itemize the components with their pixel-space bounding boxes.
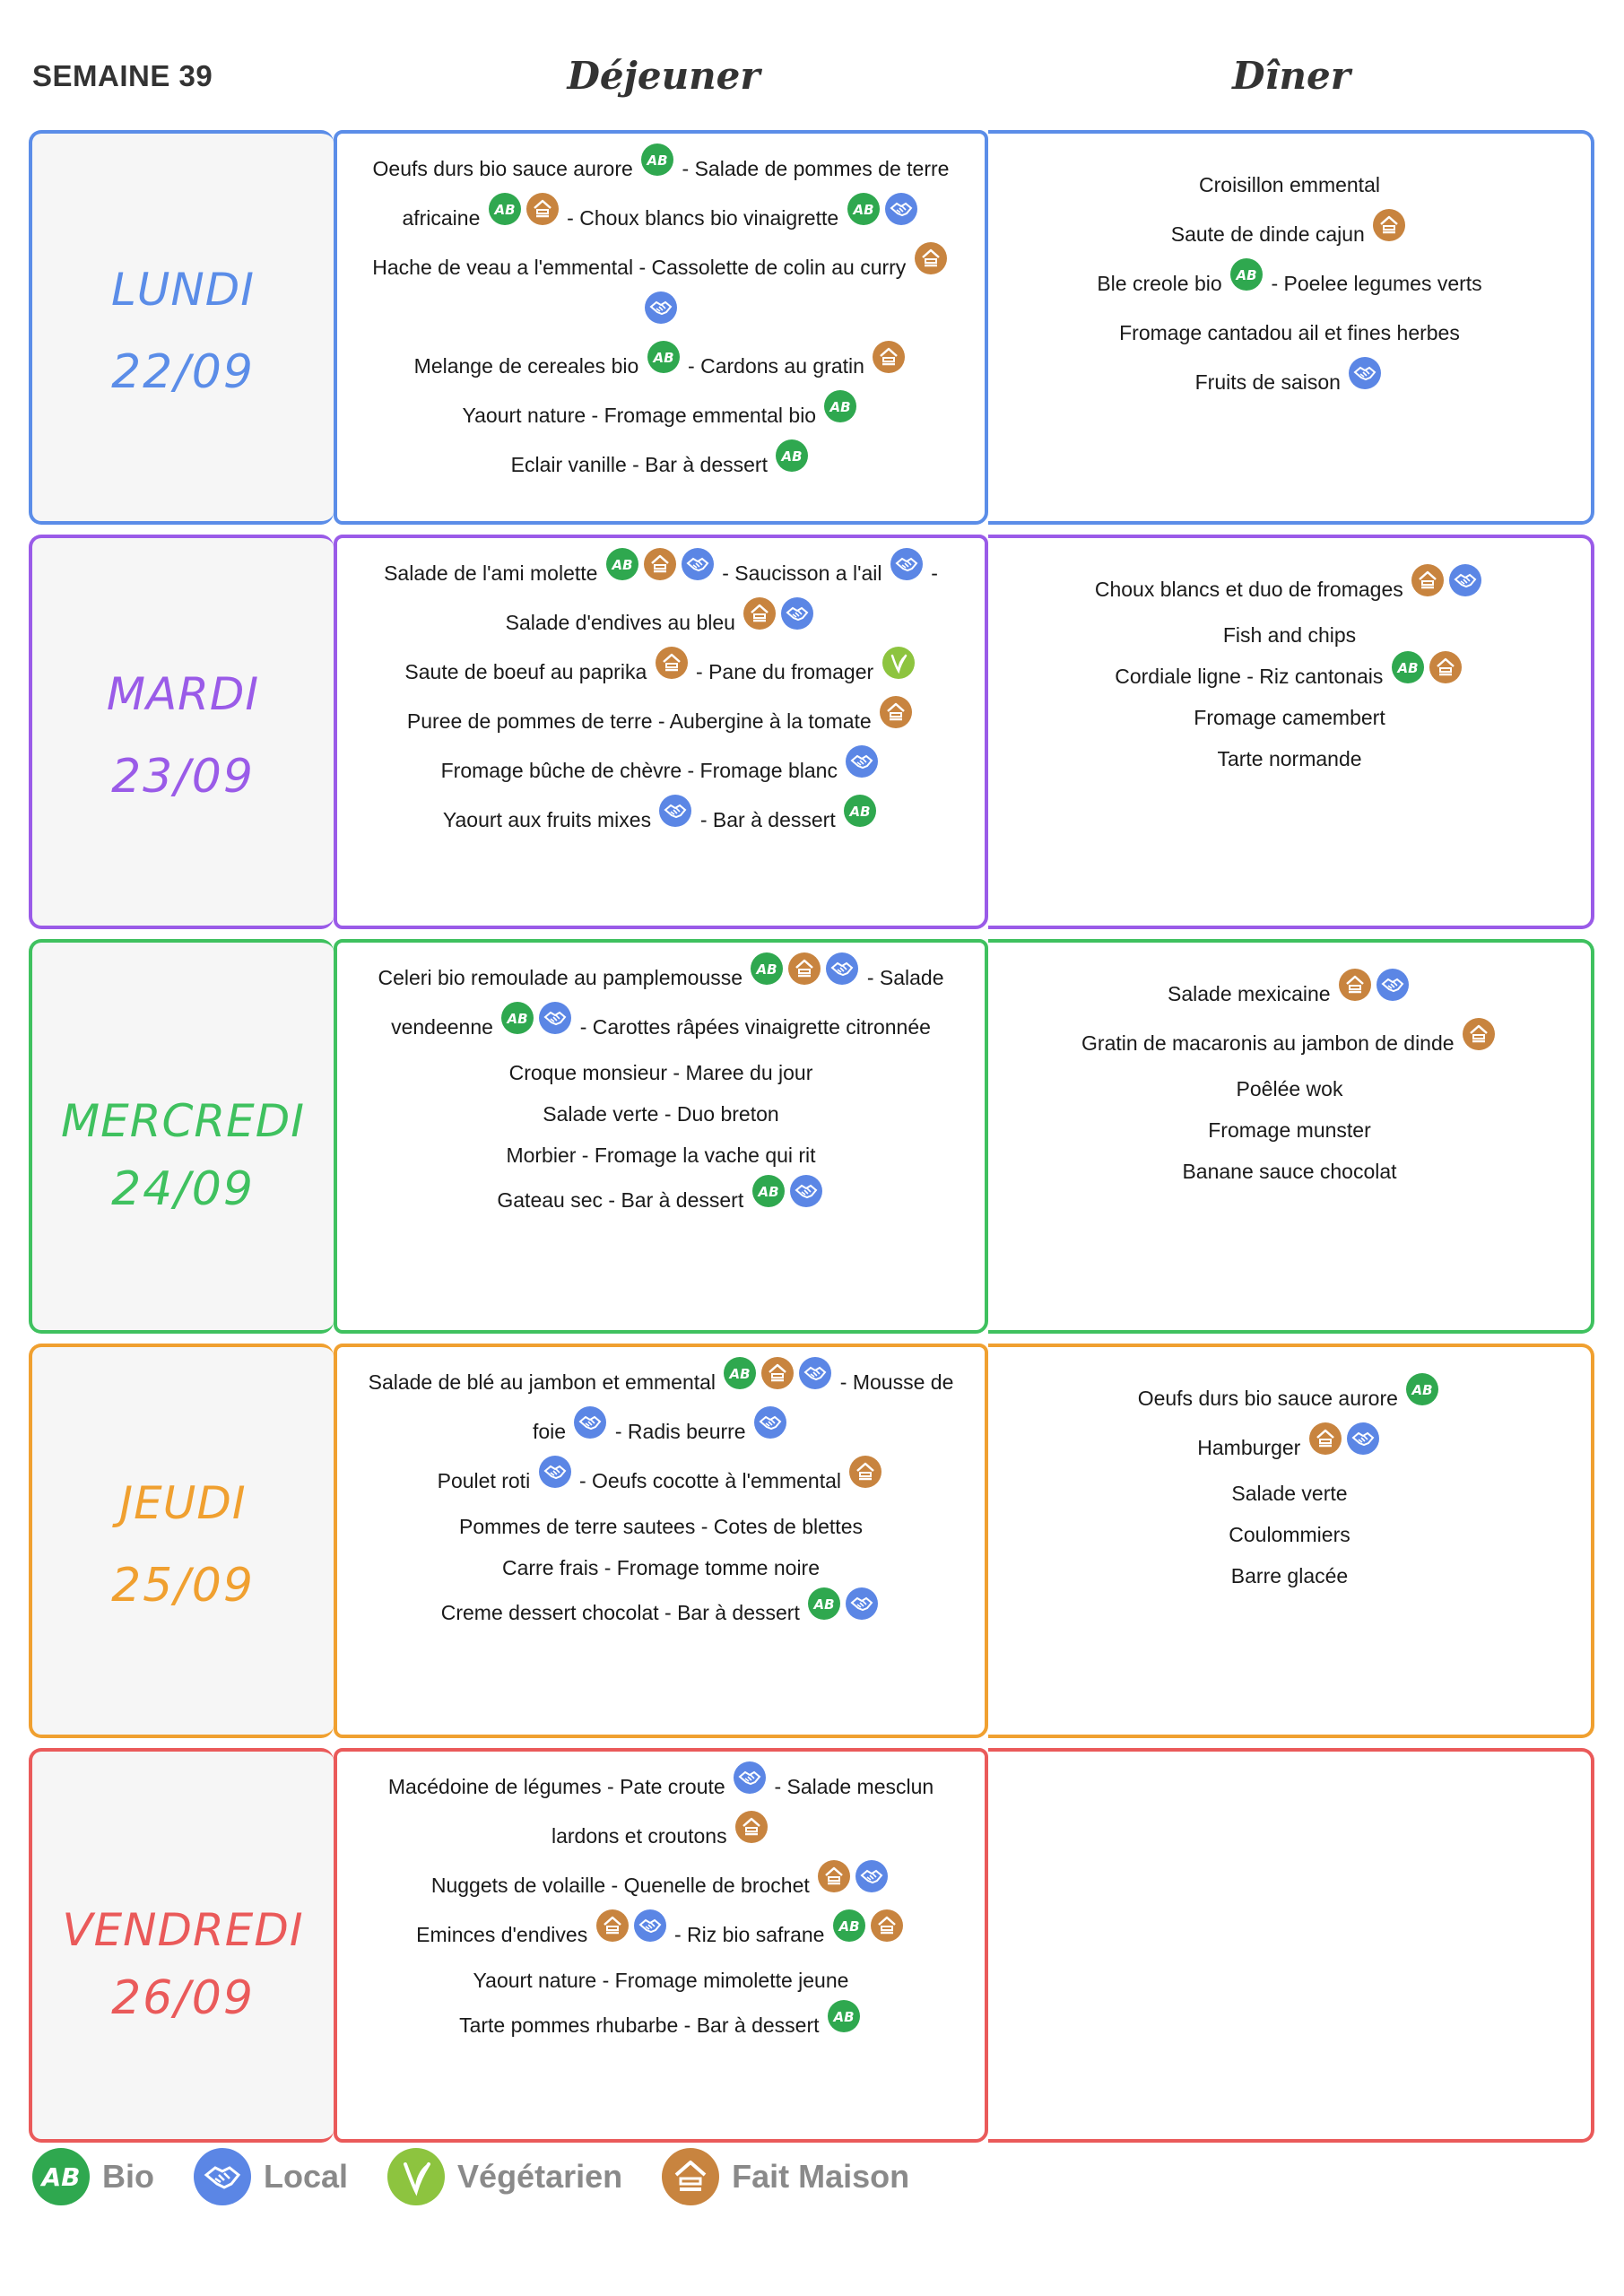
dish-text: Fromage cantadou ail et fines herbes [1119, 321, 1460, 344]
dinner-cell-vendredi [988, 1748, 1594, 2143]
menu-line [337, 1861, 985, 1910]
menu-line [988, 259, 1591, 309]
day-date: 23/09 [111, 750, 255, 804]
svg-text:AB: AB [507, 1010, 528, 1027]
menu-line [988, 1151, 1591, 1192]
bio-icon [1230, 258, 1263, 291]
house-icon [526, 193, 559, 225]
dish-text: Nuggets de volaille - Quenelle de brochet [430, 1874, 816, 1897]
legend [32, 2148, 949, 2205]
dish-text: Eclair vanille - Bar à dessert [510, 453, 774, 476]
day-name: MERCREDI [61, 1095, 305, 1147]
menu-line [337, 1588, 985, 1638]
bio-icon [833, 1909, 865, 1942]
dish-text: - Saucisson a l'ail [716, 561, 888, 585]
dish-text: Banane sauce chocolat [1182, 1160, 1397, 1183]
day-cell-mardi [29, 535, 334, 929]
svg-text:AB: AB [729, 1365, 751, 1382]
week-title: SEMAINE 39 [32, 59, 213, 92]
dish-text: - [925, 561, 938, 585]
day-date: 24/09 [111, 1162, 255, 1216]
house-icon [761, 1357, 794, 1389]
lunch-lines [337, 953, 985, 1225]
day-cell-vendredi [29, 1748, 334, 2143]
house-icon [1429, 651, 1462, 683]
leaf-icon [387, 2148, 445, 2205]
bio-icon [808, 1587, 840, 1620]
dish-text: Hamburger [1197, 1436, 1307, 1459]
menu-line [337, 391, 985, 440]
dinner-lines [988, 161, 1591, 407]
menu-line [337, 1762, 985, 1812]
house-icon [1309, 1422, 1342, 1455]
svg-text:AB: AB [853, 201, 874, 218]
lunch-lines [337, 1358, 985, 1638]
menu-line [337, 1135, 985, 1176]
house-icon [1373, 209, 1405, 241]
dinner-lines [988, 565, 1591, 779]
menu-line [988, 1019, 1591, 1068]
handshake-icon [194, 2148, 251, 2205]
dinner-cell-lundi [988, 130, 1594, 525]
dish-text: Salade de blé au jambon et emmental [368, 1370, 722, 1394]
menu-line [337, 1358, 985, 1407]
menu-line [337, 1506, 985, 1547]
dish-text: - Carottes râpées vinaigrette citronnée [574, 1015, 931, 1039]
bio-icon [1392, 651, 1424, 683]
bio-icon [751, 952, 783, 985]
dish-text: Eminces d'endives [416, 1923, 594, 1946]
dish-text: Croque monsieur - Maree du jour [508, 1061, 813, 1084]
menu-line [988, 161, 1591, 210]
svg-text:AB: AB [756, 961, 777, 978]
day-cell-lundi [29, 130, 334, 525]
dish-text: Yaourt aux fruits mixes [442, 808, 657, 831]
dish-text: - Radis beurre [609, 1420, 751, 1443]
dish-text: Fruits de saison [1194, 370, 1347, 394]
dish-text: Tarte normande [1217, 747, 1362, 770]
lunch-cell-lundi [334, 130, 988, 525]
legend-fait-maison [662, 2148, 909, 2205]
dish-text: Saute de dinde cajun [1170, 222, 1371, 246]
dish-text: Barre glacée [1230, 1564, 1349, 1587]
svg-text:AB: AB [612, 556, 633, 573]
menu-line [337, 796, 985, 845]
dinner-column-header: Dîner [1232, 54, 1350, 98]
menu-line [988, 697, 1591, 738]
house-icon [735, 1811, 768, 1843]
handshake-icon [659, 795, 691, 827]
handshake-icon [539, 1002, 571, 1034]
svg-text:AB: AB [833, 2008, 855, 2025]
handshake-icon [781, 597, 813, 630]
menu-line [988, 1423, 1591, 1473]
dish-text: Celeri bio remoulade au pamplemousse [378, 966, 749, 989]
handshake-icon [634, 1909, 666, 1942]
bio-icon [824, 390, 856, 422]
menu-line [988, 1068, 1591, 1109]
lunch-cell-vendredi [334, 1748, 988, 2143]
dish-text: Salade mexicaine [1168, 982, 1336, 1005]
handshake-icon [682, 548, 714, 580]
menu-line [988, 358, 1591, 407]
day-date: 25/09 [111, 1559, 255, 1613]
house-icon [880, 696, 912, 728]
handshake-icon [890, 548, 923, 580]
bio-icon [501, 1002, 534, 1034]
menu-line [988, 565, 1591, 614]
dish-text: - Poelee legumes verts [1265, 272, 1482, 295]
svg-text:AB: AB [41, 2162, 81, 2192]
menu-line [337, 1093, 985, 1135]
dish-text: Oeufs durs bio sauce aurore [372, 157, 639, 180]
house-icon [873, 341, 905, 373]
dish-text: Yaourt nature - Fromage emmental bio [462, 404, 822, 427]
svg-text:AB: AB [781, 448, 803, 465]
menu-line [988, 1555, 1591, 1596]
menu-line [337, 2001, 985, 2050]
menu-line [337, 1910, 985, 1960]
menu-line [988, 1374, 1591, 1423]
dinner-cell-mercredi [988, 939, 1594, 1334]
day-name: MARDI [106, 668, 260, 720]
bio-icon [606, 548, 638, 580]
menu-line [337, 648, 985, 697]
legend-label-fait-maison: Fait Maison [732, 2158, 910, 2195]
dish-text: Croisillon emmental [1199, 173, 1380, 196]
house-icon [644, 548, 676, 580]
dish-text: Macédoine de légumes - Pate croute [387, 1775, 732, 1798]
svg-text:AB: AB [1397, 659, 1419, 676]
lunch-cell-jeudi [334, 1344, 988, 1738]
bio-icon [32, 2148, 90, 2205]
bio-icon [724, 1357, 756, 1389]
handshake-icon [734, 1761, 766, 1794]
handshake-icon [1376, 969, 1409, 1001]
dish-text: Cordiale ligne - Riz cantonais [1115, 665, 1389, 688]
menu-line [337, 440, 985, 490]
menu-line [337, 1003, 985, 1052]
menu-line [988, 210, 1591, 259]
handshake-icon [846, 1587, 878, 1620]
dinner-cell-mardi [988, 535, 1594, 929]
menu-line [337, 144, 985, 194]
dish-text: Gratin de macaronis au jambon de dinde [1081, 1031, 1460, 1055]
lunch-lines [337, 549, 985, 845]
handshake-icon [855, 1860, 888, 1892]
svg-text:AB: AB [758, 1183, 779, 1200]
dish-text: Fish and chips [1222, 623, 1357, 647]
menu-line [337, 953, 985, 1003]
bio-icon [828, 2000, 860, 2032]
day-name: LUNDI [110, 264, 256, 316]
handshake-icon [1349, 357, 1381, 389]
handshake-icon [574, 1406, 606, 1439]
menu-line [988, 614, 1591, 656]
dish-text: Creme dessert chocolat - Bar à dessert [440, 1601, 806, 1624]
menu-line [988, 1514, 1591, 1555]
dish-text: africaine [402, 206, 486, 230]
dish-text: - Salade [861, 966, 944, 989]
handshake-icon [846, 745, 878, 778]
menu-line [337, 549, 985, 598]
menu-line [988, 1473, 1591, 1514]
dish-text: Salade de l'ami molette [384, 561, 604, 585]
day-name: JEUDI [119, 1477, 247, 1529]
menu-line [988, 1109, 1591, 1151]
dish-text: Gateau sec - Bar à dessert [497, 1188, 750, 1212]
house-icon [871, 1909, 903, 1942]
svg-text:AB: AB [653, 349, 674, 366]
dish-text: Fromage munster [1208, 1118, 1371, 1142]
dish-text: Poêlée wok [1236, 1077, 1343, 1100]
menu-line [988, 309, 1591, 358]
menu-line [337, 342, 985, 391]
handshake-icon [799, 1357, 831, 1389]
bio-icon [776, 439, 808, 472]
dish-text: Choux blancs et duo de fromages [1094, 578, 1410, 601]
bio-icon [752, 1175, 785, 1207]
lunch-column-header: Déjeuner [567, 54, 760, 98]
menu-line [988, 970, 1591, 1019]
menu-line [337, 194, 985, 243]
dish-text: Salade verte - Duo breton [543, 1102, 779, 1126]
house-icon [743, 597, 776, 630]
day-cell-mercredi [29, 939, 334, 1334]
menu-line [337, 697, 985, 746]
svg-text:AB: AB [647, 152, 668, 169]
handshake-icon [885, 193, 917, 225]
svg-text:AB: AB [813, 1596, 835, 1613]
dinner-lines [988, 970, 1591, 1192]
dish-text: Oeufs durs bio sauce aurore [1137, 1387, 1404, 1410]
dish-text: foie [533, 1420, 572, 1443]
house-icon [915, 242, 947, 274]
menu-line [337, 292, 985, 342]
lunch-lines [337, 144, 985, 490]
handshake-icon [539, 1456, 571, 1488]
handshake-icon [826, 952, 858, 985]
house-icon [818, 1860, 850, 1892]
dish-text: Fromage camembert [1194, 706, 1385, 729]
house-icon [662, 2148, 719, 2205]
menu-line [337, 1457, 985, 1506]
menu-line [337, 1176, 985, 1225]
dish-text: Pommes de terre sautees - Cotes de blettes [459, 1515, 863, 1538]
svg-text:AB: AB [849, 803, 871, 820]
handshake-icon [1449, 564, 1481, 596]
legend-label-local: Local [264, 2158, 349, 2195]
legend-label-bio: Bio [102, 2158, 154, 2195]
legend-veg [387, 2148, 622, 2205]
handshake-icon [645, 291, 677, 324]
dish-text: Ble creole bio [1097, 272, 1229, 295]
svg-text:AB: AB [829, 398, 852, 415]
dish-text: Puree de pommes de terre - Aubergine à la tomate [406, 709, 878, 733]
svg-text:AB: AB [1236, 266, 1257, 283]
menu-line [337, 1052, 985, 1093]
house-icon [849, 1456, 881, 1488]
dish-text: Tarte pommes rhubarbe - Bar à dessert [459, 2013, 825, 2037]
menu-line [337, 598, 985, 648]
legend-local [194, 2148, 348, 2205]
bio-icon [489, 193, 521, 225]
menu-line [337, 1407, 985, 1457]
lunch-lines [337, 1762, 985, 2050]
dish-text: - Riz bio safrane [668, 1923, 830, 1946]
dish-text: - Mousse de [834, 1370, 954, 1394]
dish-text: Salade verte [1231, 1482, 1348, 1505]
svg-text:AB: AB [494, 201, 516, 218]
menu-line [337, 1547, 985, 1588]
house-icon [1339, 969, 1371, 1001]
dish-text: Melange de cereales bio [413, 354, 645, 378]
house-icon [788, 952, 821, 985]
bio-icon [1406, 1373, 1438, 1405]
day-name: VENDREDI [62, 1904, 304, 1956]
svg-text:AB: AB [838, 1918, 860, 1935]
handshake-icon [1347, 1422, 1379, 1455]
dish-text: - Bar à dessert [694, 808, 842, 831]
bio-icon [844, 795, 876, 827]
dish-text: Coulommiers [1229, 1523, 1350, 1546]
dish-text: Salade d'endives au bleu [505, 611, 742, 634]
svg-text:AB: AB [1411, 1381, 1433, 1398]
dish-text: Fromage bûche de chèvre - Fromage blanc [440, 759, 844, 782]
dish-text: - Oeufs cocotte à l'emmental [573, 1469, 847, 1492]
dish-text: Morbier - Fromage la vache qui rit [506, 1144, 816, 1167]
bio-icon [847, 193, 880, 225]
dish-text: - Choux blancs bio vinaigrette [560, 206, 845, 230]
bio-icon [647, 341, 680, 373]
house-icon [656, 647, 688, 679]
menu-line [988, 656, 1591, 697]
bio-icon [641, 144, 673, 176]
day-date: 26/09 [111, 1971, 255, 2025]
dinner-lines [988, 1374, 1591, 1596]
dish-text: Carre frais - Fromage tomme noire [501, 1556, 821, 1579]
dinner-cell-jeudi [988, 1344, 1594, 1738]
legend-label-veg: Végétarien [457, 2158, 623, 2195]
dish-text: Hache de veau a l'emmental - Cassolette de colin au curry [372, 256, 912, 279]
day-date: 22/09 [111, 345, 255, 399]
lunch-cell-mercredi [334, 939, 988, 1334]
menu-line [337, 1960, 985, 2001]
menu-line [988, 738, 1591, 779]
leaf-icon [882, 647, 915, 679]
dish-text: - Cardons au gratin [682, 354, 871, 378]
legend-bio [32, 2148, 154, 2205]
dish-text: Saute de boeuf au paprika [404, 660, 653, 683]
house-icon [596, 1909, 629, 1942]
menu-line [337, 243, 985, 292]
dish-text: Yaourt nature - Fromage mimolette jeune [473, 1969, 849, 1992]
house-icon [1463, 1018, 1495, 1050]
house-icon [1411, 564, 1444, 596]
menu-line [337, 746, 985, 796]
handshake-icon [790, 1175, 822, 1207]
dish-text: vendeenne [391, 1015, 499, 1039]
dish-text: - Pane du fromager [690, 660, 880, 683]
menu-line [337, 1812, 985, 1861]
dish-text: lardons et croutons [551, 1824, 733, 1848]
day-cell-jeudi [29, 1344, 334, 1738]
dish-text: - Salade de pommes de terre [676, 157, 950, 180]
dish-text: Poulet roti [437, 1469, 536, 1492]
handshake-icon [754, 1406, 786, 1439]
lunch-cell-mardi [334, 535, 988, 929]
dish-text: - Salade mesclun [769, 1775, 934, 1798]
